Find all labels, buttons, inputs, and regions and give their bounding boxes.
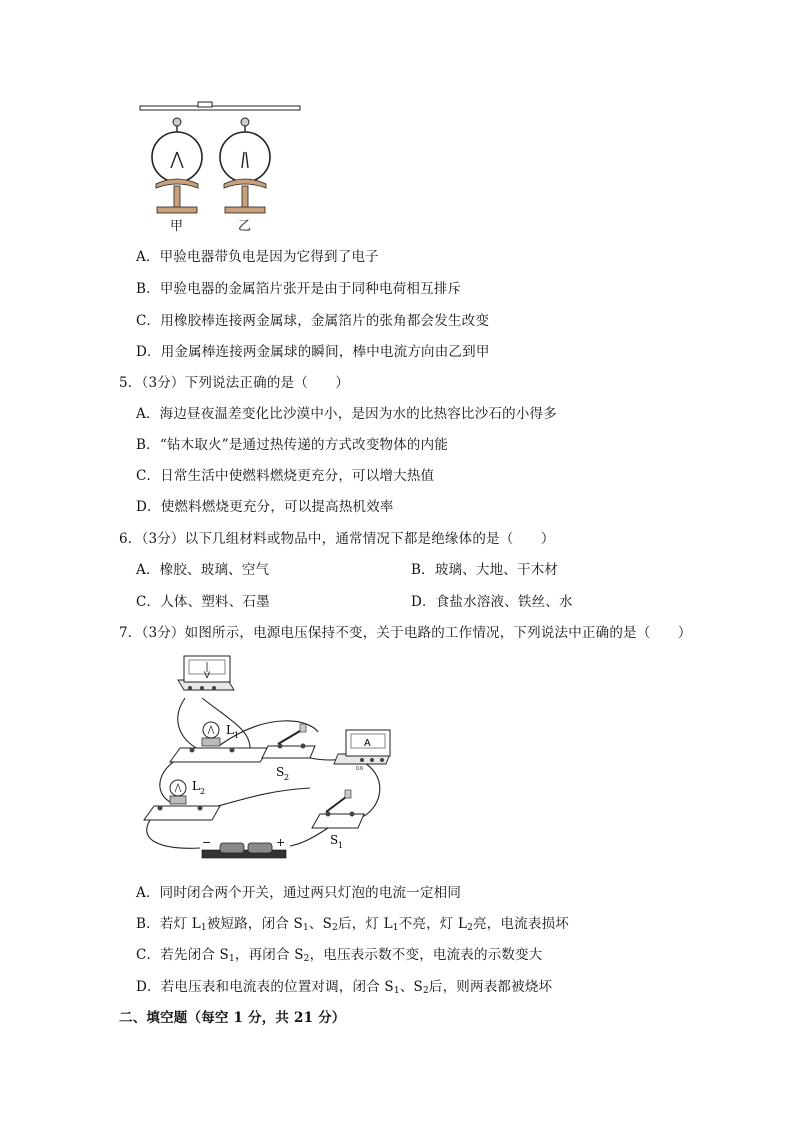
q6-option-c: C．人体、塑料、石墨 — [136, 594, 270, 610]
q7-option-b — [136, 915, 569, 937]
label-yi: 乙 — [238, 219, 252, 234]
q6-option-b: B．玻璃、大地、干木材 — [411, 562, 559, 578]
q7-b-text-6: 亮，电流表损坏 — [473, 916, 570, 932]
lamp-l1-sub: 1 — [234, 731, 240, 740]
q7-b-sub-5: 2 — [467, 923, 474, 933]
ammeter-scale: 0.6 — [356, 766, 363, 772]
electroscope-right-icon — [220, 118, 270, 213]
q5-option-a: A．海边昼夜温差变化比沙漠中小，是因为水的比热容比沙石的小得多 — [136, 406, 557, 422]
q7-c-text-1: C．若先闭合 S — [136, 947, 229, 963]
q5-option-b: B．“钻木取火”是通过热传递的方式改变物体的内能 — [136, 437, 449, 453]
q7-option-d — [136, 978, 552, 1000]
q7-d-text-1: D．若电压表和电流表的位置对调，闭合 S — [136, 979, 394, 995]
switch-s2-sub: 2 — [284, 773, 290, 782]
q7-b-sub-3: 2 — [332, 923, 338, 933]
switch-s2-icon — [262, 724, 315, 758]
q7-b-text-5: 不亮，灯 L — [398, 916, 468, 932]
q7-d-sub-1: 1 — [393, 986, 400, 996]
lamp-l2-letter: L — [192, 779, 200, 793]
q5-stem: 5．（3分）下列说法正确的是（ ） — [119, 375, 350, 391]
electroscope-figure — [136, 98, 306, 222]
q5-option-c: C．日常生活中使燃料燃烧更充分，可以增大热值 — [136, 468, 435, 484]
q7-b-text-4: 后，灯 L — [338, 916, 393, 932]
q7-d-text-2: 、S — [399, 979, 423, 995]
q5-option-d: D．使燃料燃烧更充分，可以提高热机效率 — [136, 499, 394, 515]
q7-b-sub-2: 1 — [302, 923, 309, 933]
q7-stem: 7．（3分）如图所示，电源电压保持不变，关于电路的工作情况，下列说法中正确的是（ ） — [119, 625, 692, 641]
ammeter-icon — [334, 730, 390, 764]
switch-s1-sub: 1 — [338, 841, 344, 850]
electroscope-left-icon — [152, 118, 202, 213]
q4-option-b: B．甲验电器的金属箔片张开是由于同种电荷相互排斥 — [136, 281, 462, 297]
q7-c-text-3: ，电压表示数不变，电流表的示数变大 — [309, 947, 543, 963]
lamp-l1-icon — [170, 722, 270, 762]
switch-s2-letter: S — [276, 765, 285, 779]
q7-b-sub-4: 1 — [392, 923, 399, 933]
q7-b-text-3: 、S — [308, 916, 333, 932]
battery-minus: − — [202, 836, 212, 849]
q4-option-a: A．甲验电器带负电是因为它得到了电子 — [136, 249, 379, 265]
q7-c-text-2: ，再闭合 S — [234, 947, 304, 963]
voltmeter-letter: V — [204, 670, 211, 680]
switch-s1-icon — [312, 790, 364, 828]
q7-d-text-3: 后，则两表都被烧坏 — [428, 979, 553, 995]
q6-option-a: A．橡胶、玻璃、空气 — [136, 562, 270, 578]
q6-option-d: D．食盐水溶液、铁丝、水 — [411, 594, 573, 610]
q7-d-sub-2: 2 — [422, 986, 429, 996]
q7-b-sub-1: 1 — [200, 923, 207, 933]
circuit-figure — [140, 650, 400, 866]
q6-stem: 6．（3分）以下几组材料或物品中，通常情况下都是绝缘体的是（ ） — [119, 531, 555, 547]
battery-plus: + — [276, 836, 286, 849]
lamp-l1-letter: L — [226, 723, 234, 737]
switch-s1-letter: S — [330, 833, 339, 847]
q4-option-d: D．用金属棒连接两金属球的瞬间，棒中电流方向由乙到甲 — [136, 344, 490, 360]
q7-option-a: A．同时闭合两个开关，通过两只灯泡的电流一定相同 — [136, 885, 462, 901]
q7-c-sub-1: 1 — [228, 954, 235, 964]
lamp-l2-icon — [144, 780, 220, 820]
lamp-l2-sub: 2 — [200, 787, 206, 796]
q7-b-text-2: 被短路，闭合 S — [206, 916, 303, 932]
ammeter-letter: A — [364, 738, 371, 749]
q7-option-c — [136, 946, 543, 968]
q4-option-c: C．用橡胶棒连接两金属球，金属箔片的张角都会发生改变 — [136, 313, 490, 329]
label-jia: 甲 — [170, 219, 184, 234]
section-title: 二、填空题（每空 1 分，共 21 分） — [119, 1010, 346, 1026]
q7-c-sub-2: 2 — [303, 954, 310, 964]
q7-b-text-1: B．若灯 L — [136, 916, 201, 932]
battery-icon — [202, 843, 286, 858]
